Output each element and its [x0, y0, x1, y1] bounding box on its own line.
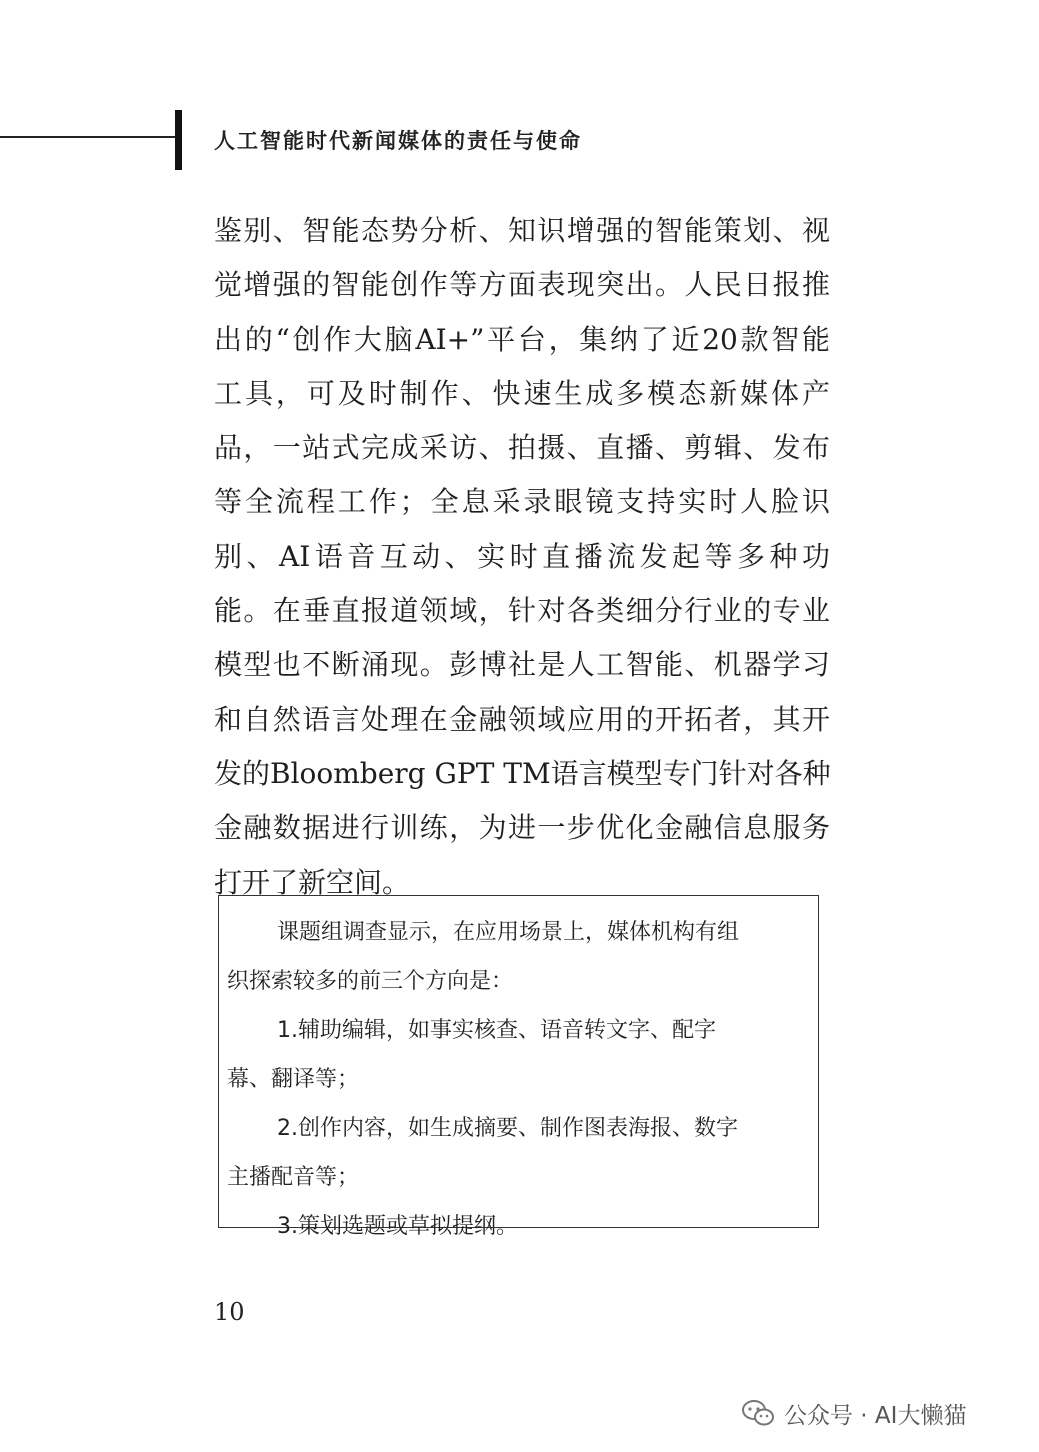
watermark — [742, 1396, 966, 1430]
box-line: 1.辅助编辑，如事实核查、语音转文字、配字 — [277, 1018, 716, 1043]
header-rule — [0, 136, 176, 138]
body-line: 发的Bloomberg GPT TM语言模型专门针对各种 — [214, 756, 831, 790]
wechat-icon — [742, 1398, 774, 1428]
body-line: 工具，可及时制作、快速生成多模态新媒体产 — [214, 376, 830, 410]
box-line: 主播配音等； — [227, 1165, 360, 1190]
body-line: 觉增强的智能创作等方面表现突出。人民日报推 — [214, 268, 830, 302]
body-line: 模型也不断涌现。彭博社是人工智能、机器学习 — [214, 648, 830, 682]
box-line: 课题组调查显示，在应用场景上，媒体机构有组 — [277, 920, 740, 945]
box-line: 2.创作内容，如生成摘要、制作图表海报、数字 — [277, 1116, 738, 1141]
survey-box — [218, 895, 819, 1239]
body-line: 出的“创作大脑AI+”平台，集纳了近20款智能 — [214, 322, 830, 356]
running-title: 人工智能时代新闻媒体的责任与使命 — [214, 129, 582, 153]
body-line: 打开了新空间。 — [214, 865, 411, 899]
body-line: 能。在垂直报道领域，针对各类细分行业的专业 — [214, 594, 830, 628]
watermark-text: 公众号 · AI大懒猫 — [784, 1402, 967, 1429]
box-line: 织探索较多的前三个方向是： — [227, 969, 514, 994]
box-line: 幕、翻译等； — [227, 1067, 360, 1092]
survey-box-text — [227, 908, 811, 1251]
header-bar — [175, 110, 182, 170]
body-line: 金融数据进行训练，为进一步优化金融信息服务 — [214, 811, 830, 845]
body-line: 鉴别、智能态势分析、知识增强的智能策划、视 — [214, 214, 830, 247]
body-line: 别、AI语音互动、实时直播流发起等多种功 — [214, 539, 830, 573]
body-line: 等全流程工作；全息采录眼镜支持实时人脸识 — [214, 485, 830, 519]
body-line: 品，一站式完成采访、拍摄、直播、剪辑、发布 — [214, 431, 830, 465]
page-number: 10 — [214, 1298, 245, 1326]
body-paragraph — [214, 204, 830, 910]
box-line: 3.策划选题或草拟提纲。 — [277, 1214, 518, 1239]
body-line: 和自然语言处理在金融领域应用的开拓者，其开 — [214, 702, 830, 736]
